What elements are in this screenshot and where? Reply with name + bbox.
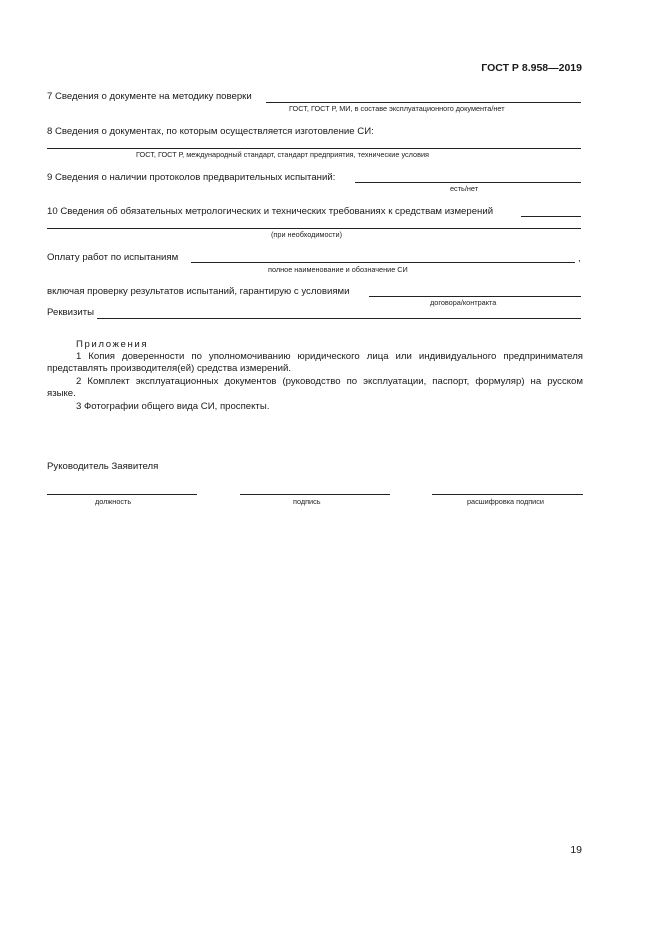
appendix-title: Приложения [76, 339, 149, 350]
appendix-item-3: 3 Фотографии общего вида СИ, проспекты. [76, 401, 270, 412]
guarantee-label: включая проверку результатов испытаний, гарантирую с условиями [47, 286, 350, 297]
item-8-fill-line[interactable] [47, 148, 581, 149]
standard-code: ГОСТ Р 8.958—2019 [481, 62, 582, 74]
payment-comma: , [578, 253, 581, 264]
payment-fill-line[interactable] [191, 262, 575, 263]
name-fill-line[interactable] [432, 494, 583, 495]
item-10-fill-line-short[interactable] [521, 216, 581, 217]
appendix-item-2-line-2: языке. [47, 388, 76, 399]
item-7-label: 7 Сведения о документе на методику поверки [47, 91, 252, 102]
item-10-caption: (при необходимости) [271, 230, 342, 239]
guarantee-caption: договора/контракта [430, 298, 497, 307]
appendix-item-2-line-1: 2 Комплект эксплуатационных документов (руководство по эксплуатации, паспорт, формуляр) на русском [76, 376, 583, 387]
signature-title: Руководитель Заявителя [47, 461, 159, 472]
payment-label: Оплату работ по испытаниям [47, 252, 179, 263]
page-number: 19 [570, 844, 582, 856]
position-fill-line[interactable] [47, 494, 197, 495]
name-caption: расшифровка подписи [467, 497, 544, 506]
appendix-item-1-line-2: представлять производителя(ей) средства измерений. [47, 363, 292, 374]
item-7-caption: ГОСТ, ГОСТ Р, МИ, в составе эксплуатационного документа/нет [289, 104, 505, 113]
item-10-fill-line[interactable] [47, 228, 581, 229]
guarantee-fill-line[interactable] [369, 296, 581, 297]
item-10-label: 10 Сведения об обязательных метрологических и технических требованиях к средствам измерений [47, 206, 494, 217]
item-9-label: 9 Сведения о наличии протоколов предварительных испытаний: [47, 172, 336, 183]
appendix-item-1-line-1: 1 Копия доверенности по уполномочиванию юридического лица или индивидуального предпринимателя [76, 351, 583, 362]
item-9-caption: есть/нет [450, 184, 479, 193]
requisites-label: Реквизиты [47, 307, 95, 318]
requisites-fill-line[interactable] [97, 318, 581, 319]
item-9-fill-line[interactable] [355, 182, 581, 183]
position-caption: должность [95, 497, 132, 506]
signature-caption: подпись [293, 497, 321, 506]
payment-caption: полное наименование и обозначение СИ [268, 265, 408, 274]
item-7-fill-line[interactable] [266, 102, 581, 103]
item-8-caption: ГОСТ, ГОСТ Р, международный стандарт, стандарт предприятия, технические условия [136, 150, 429, 159]
signature-fill-line[interactable] [240, 494, 390, 495]
item-8-label: 8 Сведения о документах, по которым осуществляется изготовление СИ: [47, 126, 374, 137]
